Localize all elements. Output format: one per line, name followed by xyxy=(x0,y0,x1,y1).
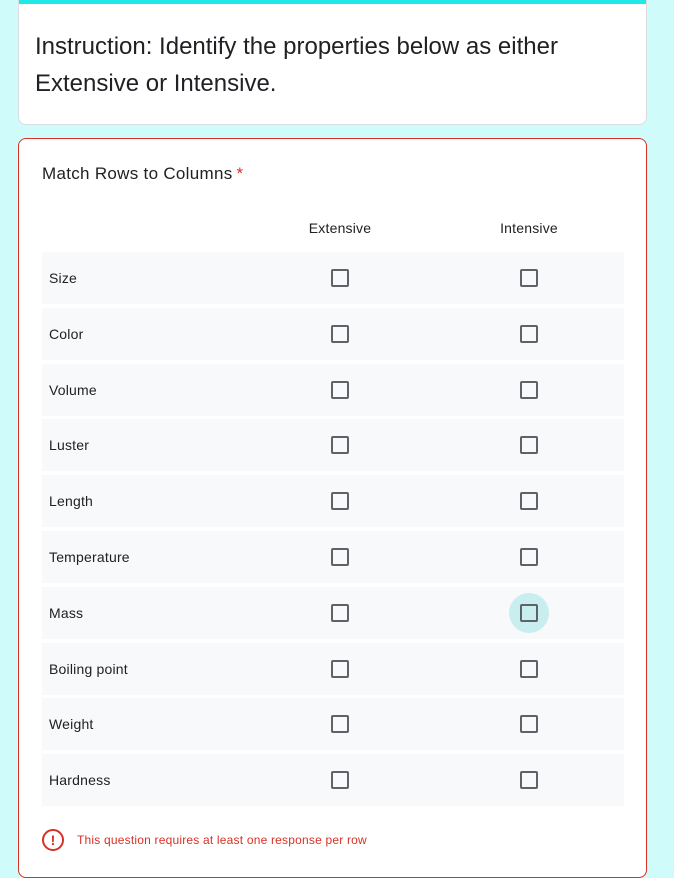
form-header-card xyxy=(18,0,647,125)
extensive-checkbox-cell[interactable] xyxy=(321,252,359,304)
question-title xyxy=(42,164,243,184)
required-asterisk: * xyxy=(236,164,244,183)
extensive-checkbox-cell[interactable] xyxy=(321,587,359,639)
extensive-checkbox-cell[interactable] xyxy=(321,754,359,806)
grid-row xyxy=(42,475,624,527)
row-label: Luster xyxy=(49,437,90,453)
extensive-checkbox[interactable] xyxy=(331,381,349,399)
extensive-checkbox[interactable] xyxy=(331,436,349,454)
extensive-checkbox-cell[interactable] xyxy=(321,475,359,527)
extensive-checkbox[interactable] xyxy=(331,771,349,789)
column-header-extensive: Extensive xyxy=(308,220,372,236)
intensive-checkbox[interactable] xyxy=(520,715,538,733)
row-label: Temperature xyxy=(49,549,130,565)
intensive-checkbox[interactable] xyxy=(520,492,538,510)
question-title-text: Match Rows to Columns xyxy=(42,164,233,183)
intensive-checkbox-cell[interactable] xyxy=(510,308,548,360)
extensive-checkbox[interactable] xyxy=(331,660,349,678)
intensive-checkbox-cell[interactable] xyxy=(510,364,548,416)
intensive-checkbox[interactable] xyxy=(520,771,538,789)
error-message: This question requires at least one response per row xyxy=(77,833,367,847)
intensive-checkbox[interactable] xyxy=(520,325,538,343)
grid-row xyxy=(42,308,624,360)
form-instruction: Instruction: Identify the properties below as either Extensive or Intensive. xyxy=(35,33,558,97)
row-label: Length xyxy=(49,493,94,509)
extensive-checkbox[interactable] xyxy=(331,604,349,622)
intensive-checkbox-cell[interactable] xyxy=(510,475,548,527)
grid-row xyxy=(42,252,624,304)
intensive-checkbox-cell[interactable] xyxy=(510,419,548,471)
intensive-checkbox-cell[interactable] xyxy=(510,754,548,806)
extensive-checkbox-cell[interactable] xyxy=(321,419,359,471)
intensive-checkbox-cell[interactable] xyxy=(510,252,548,304)
grid-row xyxy=(42,698,624,750)
grid-row xyxy=(42,754,624,806)
extensive-checkbox[interactable] xyxy=(331,715,349,733)
grid-row xyxy=(42,531,624,583)
intensive-checkbox-cell[interactable] xyxy=(510,531,548,583)
extensive-checkbox-cell[interactable] xyxy=(321,643,359,695)
row-label: Volume xyxy=(49,382,97,398)
grid-row xyxy=(42,419,624,471)
row-label: Color xyxy=(49,326,84,342)
header-accent-band xyxy=(19,0,646,4)
grid-row xyxy=(42,643,624,695)
grid-row xyxy=(42,587,624,639)
intensive-checkbox-cell[interactable] xyxy=(510,698,548,750)
extensive-checkbox-cell[interactable] xyxy=(321,531,359,583)
row-label: Weight xyxy=(49,716,94,732)
row-label: Mass xyxy=(49,605,84,621)
column-header-intensive: Intensive xyxy=(500,220,558,236)
grid-row xyxy=(42,364,624,416)
intensive-checkbox-cell[interactable] xyxy=(510,643,548,695)
validation-error xyxy=(42,828,367,852)
extensive-checkbox-cell[interactable] xyxy=(321,364,359,416)
extensive-checkbox-cell[interactable] xyxy=(321,698,359,750)
extensive-checkbox[interactable] xyxy=(331,325,349,343)
intensive-checkbox[interactable] xyxy=(520,436,538,454)
intensive-checkbox-cell[interactable] xyxy=(510,587,548,639)
row-label: Size xyxy=(49,270,78,286)
intensive-checkbox[interactable] xyxy=(520,660,538,678)
intensive-checkbox[interactable] xyxy=(520,548,538,566)
row-label: Boiling point xyxy=(49,661,128,677)
intensive-checkbox[interactable] xyxy=(520,269,538,287)
extensive-checkbox[interactable] xyxy=(331,269,349,287)
row-label: Hardness xyxy=(49,772,111,788)
extensive-checkbox[interactable] xyxy=(331,548,349,566)
alert-circle-icon: ! xyxy=(42,829,64,851)
extensive-checkbox-cell[interactable] xyxy=(321,308,359,360)
intensive-checkbox[interactable] xyxy=(520,381,538,399)
extensive-checkbox[interactable] xyxy=(331,492,349,510)
question-card xyxy=(18,138,647,878)
intensive-checkbox[interactable] xyxy=(520,604,538,622)
